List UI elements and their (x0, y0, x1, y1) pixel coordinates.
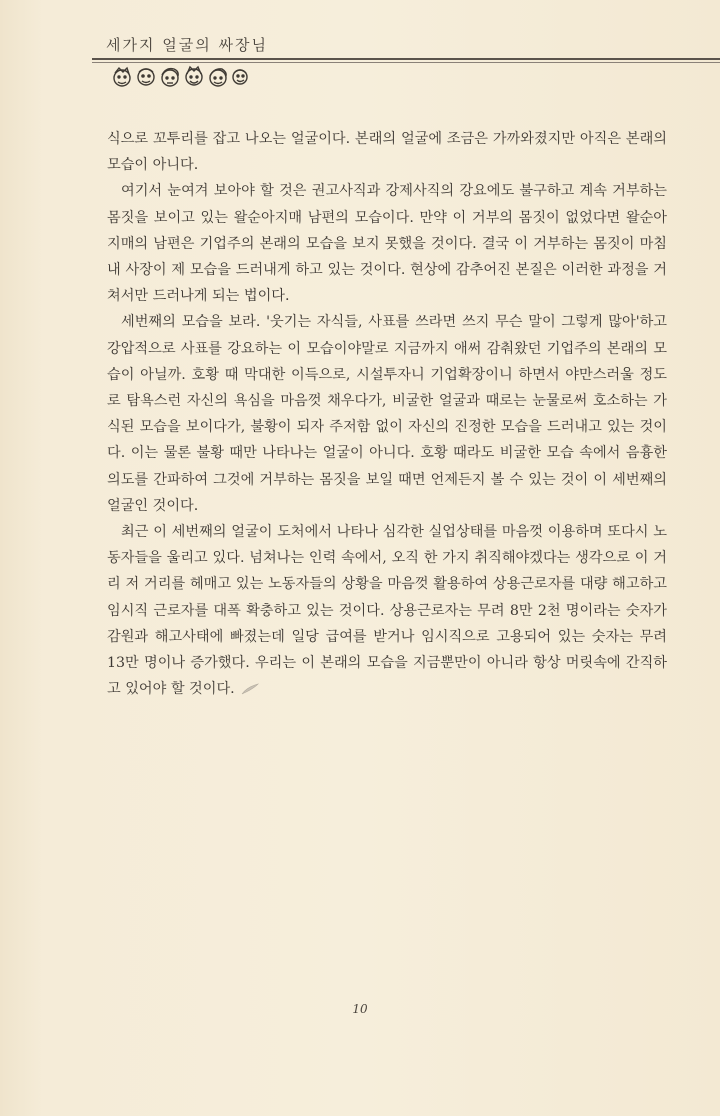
paragraph-last (107, 519, 667, 702)
header-rule-thin (92, 62, 720, 63)
paragraph-text: 최근 이 세번째의 얼굴이 도처에서 나타나 심각한 실업상태를 마음껏 이용하며 또다시 노동자들을 울리고 있다. 넘쳐나는 인력 속에서, 오직 한 가지 취직해야겠다는 생각으로 이 거리 저 거리를 헤매고 있는 노동자들의 상황을 마음껏 활용하여 상용근로자를 대량 해고하고 임시직 근로자를 대폭 확충하고 있는 것이다. 상용근로자는 무려 8만 2천 명이라는 숫자가 감원과 해고사태에 빠졌는데 일당 급여를 받거나 임시직으로 고용되어 있는 숫자는 무려 13만 명이나 증가했다. 우리는 이 본래의 모습을 지금뿐만이 아니라 항상 머릿속에 간직하고 있어야 할 것이다. (107, 524, 667, 698)
running-header (92, 30, 720, 60)
paragraph: 식으로 꼬투리를 잡고 나오는 얼굴이다. 본래의 얼굴에 조금은 가까와졌지만 아직은 본래의 모습이 아니다. (107, 131, 667, 174)
header-rule (92, 58, 720, 60)
quill-end-mark-icon (241, 683, 259, 695)
paragraph: 세번째의 모습을 보라. '웃기는 자식들, 사표를 쓰라면 쓰지 무슨 말이 그렇게 많아'하고 강압적으로 사표를 강요하는 이 모습이야말로 지금까지 애써 감춰왔던 기업주의 본래의 모습이 아닐까. 호황 때 막대한 이득으로, 시설투자니 기업확장이니 하면서 야만스러울 정도로 탐욕스런 자신의 욕심을 마음껏 채우다가, 비굴한 얼굴과 때로는 눈물로써 호소하는 가식된 모습을 보이다가, 불황이 되자 주저함 없이 자신의 진정한 모습을 드러내고 있는 것이다. 이는 물론 불황 때만 나타나는 얼굴이 아니다. 호황 때라도 비굴한 모습 속에서 음흉한 의도를 간파하여 그것에 거부하는 몸짓을 보일 때면 언제든지 볼 수 있는 것이 이 세번째의 얼굴인 것이다. (107, 314, 667, 514)
paragraph: 여기서 눈여겨 보아야 할 것은 권고사직과 강제사직의 강요에도 불구하고 계속 거부하는 몸짓을 보이고 있는 왈순아지매 남편의 모습이다. 만약 이 거부의 몸짓이 없었다면 왈순아지매의 남편은 기업주의 본래의 모습을 보지 못했을 것이다. 결국 이 거부하는 몸짓이 마침내 사장이 제 모습을 드러내게 하고 있는 것이다. 현상에 감추어진 본질은 이러한 과정을 거쳐서만 드러나게 되는 법이다. (107, 183, 667, 305)
cartoon-faces-icon (110, 64, 250, 90)
running-header-title: 세가지 얼굴의 싸장님 (106, 36, 268, 54)
page-number: 10 (352, 1002, 368, 1016)
body-text (107, 126, 667, 702)
